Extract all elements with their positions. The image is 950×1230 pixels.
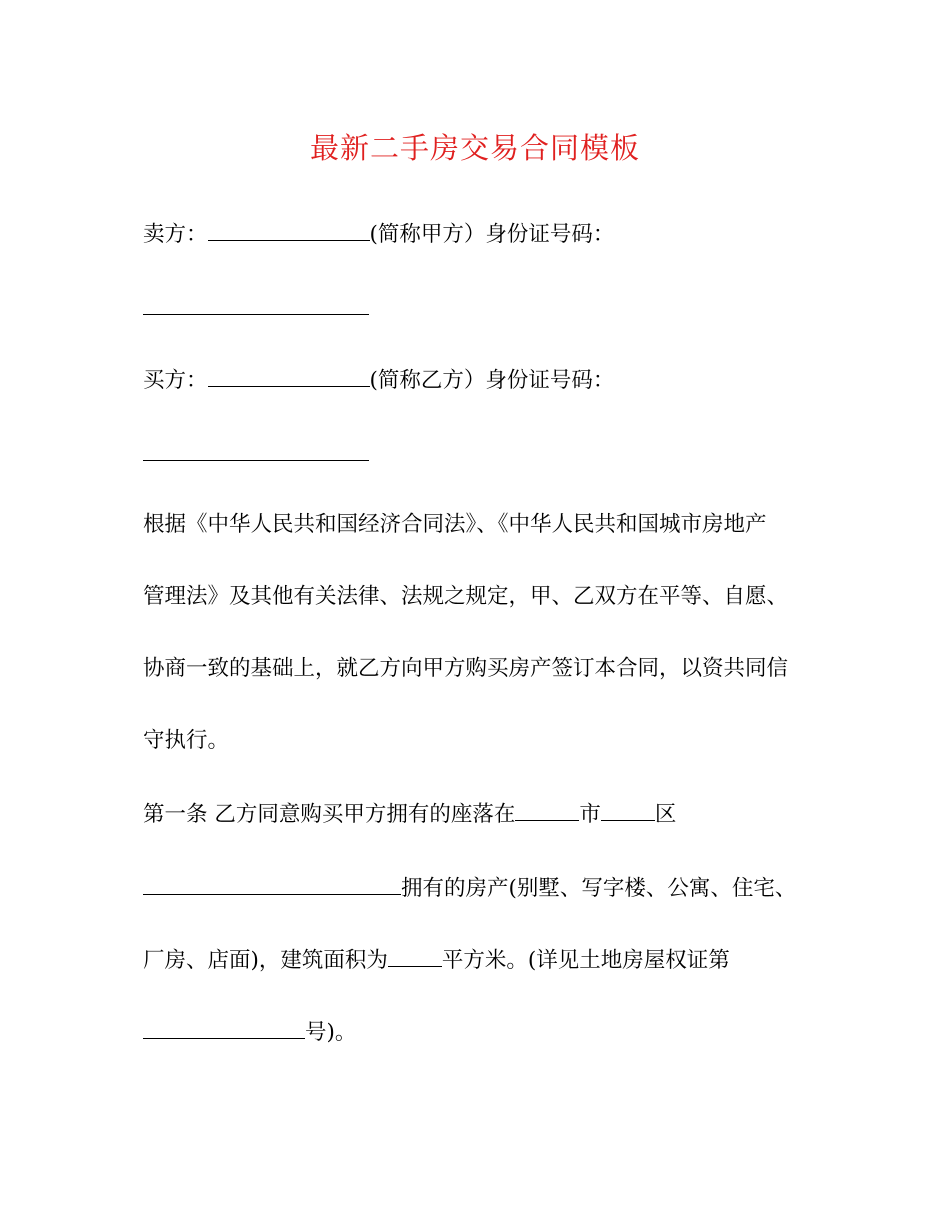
preamble-line-3: 协商一致的基础上，就乙方向甲方购买房产签订本合同，以资共同信 — [143, 656, 789, 681]
district-label: 区 — [654, 802, 677, 827]
area-blank — [388, 946, 442, 967]
preamble-line-2: 管理法》及其他有关法律、法规之规定，甲、乙双方在平等、自愿、 — [143, 584, 789, 609]
article1-intro: 第一条 乙方同意购买甲方拥有的座落在 — [143, 802, 516, 827]
buyer-name-blank — [208, 366, 370, 387]
buyer-id-blank — [143, 460, 369, 461]
area-text: 厂房、店面)，建筑面积为 — [143, 948, 388, 973]
certificate-text: 平方米。(详见土地房屋权证第 — [441, 948, 730, 973]
buyer-suffix: (简称乙方）身份证号码： — [369, 368, 615, 393]
city-blank — [515, 800, 579, 821]
district-blank — [601, 800, 655, 821]
preamble-line-1: 根据《中华人民共和国经济合同法》、《中华人民共和国城市房地产 — [143, 512, 767, 537]
article1-line-4 — [143, 1018, 823, 1048]
city-label: 市 — [579, 802, 601, 827]
preamble-line-4: 守执行。 — [143, 728, 230, 753]
article1-line-3 — [143, 946, 823, 976]
seller-line — [143, 220, 823, 250]
seller-label: 卖方： — [143, 222, 208, 247]
seller-id-blank — [143, 314, 369, 315]
seller-suffix: (简称甲方）身份证号码： — [369, 222, 615, 247]
certificate-suffix: 号)。 — [305, 1020, 357, 1045]
article1-line-1 — [143, 800, 823, 830]
certificate-number-blank — [143, 1018, 305, 1039]
buyer-line — [143, 366, 823, 396]
buyer-label: 买方： — [143, 368, 208, 393]
address-blank — [143, 874, 401, 895]
seller-name-blank — [208, 220, 370, 241]
document-title: 最新二手房交易合同模板 — [309, 131, 640, 165]
property-type-text: 拥有的房产(别墅、写字楼、公寓、住宅、 — [401, 876, 797, 901]
article1-line-2 — [143, 874, 823, 904]
